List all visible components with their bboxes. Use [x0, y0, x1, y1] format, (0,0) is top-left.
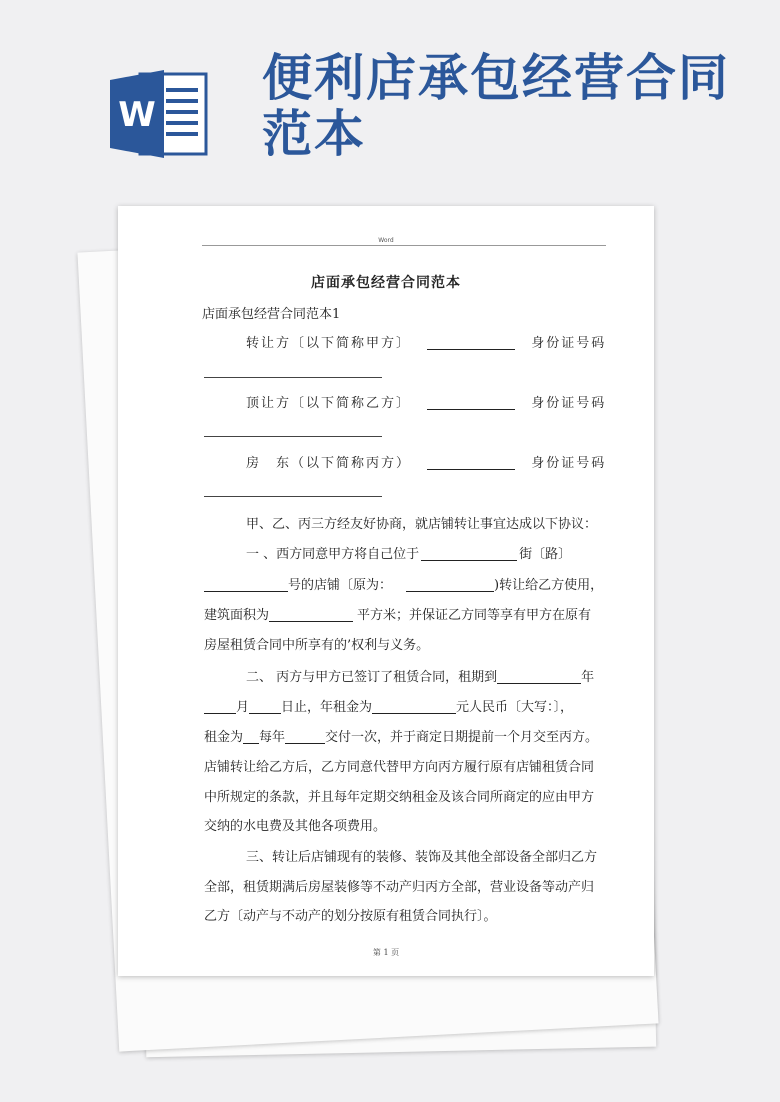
cover-title: 便利店承包经营合同范本	[262, 49, 730, 163]
clause1-line2	[204, 574, 603, 593]
party-yi	[246, 392, 606, 411]
clause1-l2a: 号的店铺〔原为：	[288, 578, 393, 593]
clause1-l3b: 平方米；并保证乙方同等享有甲方在原有	[357, 608, 592, 623]
clause1-original-blank	[406, 577, 494, 592]
logo-letter: W	[118, 95, 156, 135]
party-jia-role: 转让方〔以下简称甲方〕	[246, 336, 412, 351]
clause1-l3a: 建筑面积为	[204, 608, 270, 623]
clause2-rent-blank	[372, 699, 456, 714]
clause2-line5: 中所规定的条款，并且每年定期交纳租金及该合同所商定的应由甲方	[204, 790, 595, 805]
clause1-street-blank	[421, 546, 517, 561]
clause2-day-blank	[249, 699, 281, 714]
party-yi-blank	[427, 395, 515, 410]
party-jia-id-rule	[204, 377, 382, 378]
clause2-l1b: 年	[581, 670, 595, 685]
page-header-rule	[202, 245, 606, 246]
clause1-l2b: )转让给乙方使用，	[494, 578, 604, 593]
party-yi-id-rule	[204, 436, 382, 437]
clause2-l3c: 交付一次，并于商定日期提前一个月交至丙方。	[325, 730, 599, 745]
party-bing-id-label: 身份证号码	[531, 456, 607, 471]
clause1-area-blank	[269, 607, 353, 622]
intro-text: 甲、乙、丙三方经友好协商，就店铺转让事宜达成以下协议：	[246, 517, 598, 532]
party-bing-blank	[427, 455, 515, 470]
clause3-line1: 三、转让后店铺现有的装修、装饰及其他全部设备全部归乙方	[246, 850, 598, 865]
clause2-frequency-blank	[285, 729, 325, 744]
clause2-l1a: 二、 丙方与甲方已签订了租赁合同，租期到	[246, 670, 498, 685]
clause2-l2a: 月	[236, 700, 250, 715]
clause2-l3b: 每年	[259, 730, 286, 745]
clause1-line3	[204, 604, 591, 623]
party-bing-role: 房 东（以下简称丙方）	[246, 456, 412, 471]
document-title: 店面承包经营合同范本	[311, 275, 461, 291]
party-jia-blank	[427, 335, 515, 350]
clause2-line6: 交纳的水电费及其他各项费用。	[204, 819, 387, 834]
clause2-line4: 店铺转让给乙方后，乙方同意代替甲方向丙方履行原有店铺租赁合同	[204, 760, 595, 775]
clause1-l1b: 街〔路〕	[519, 547, 572, 562]
party-bing-id-rule	[204, 496, 382, 497]
page-header-text: Word	[378, 237, 394, 244]
party-jia	[246, 332, 606, 351]
party-jia-id-label: 身份证号码	[531, 336, 607, 351]
clause3-line3: 乙方〔动产与不动产的划分按原有租赁合同执行〕。	[204, 909, 497, 924]
party-yi-id-label: 身份证号码	[531, 396, 607, 411]
clause2-term-blank	[497, 669, 581, 684]
page-number: 第 1 页	[372, 948, 400, 957]
clause1-line1	[246, 543, 571, 562]
word-logo-icon	[110, 68, 210, 160]
clause1-line4: 房屋租赁合同中所享有的’权利与义务。	[204, 638, 430, 653]
document-subtitle: 店面承包经营合同范本1	[202, 307, 341, 322]
clause2-rent-unit-blank	[243, 729, 259, 744]
party-bing	[246, 452, 606, 471]
clause2-line3	[204, 726, 598, 745]
clause2-line2	[204, 696, 573, 715]
clause3-line2: 全部，租赁期满后房屋装修等不动产归丙方全部，营业设备等动产归	[204, 880, 595, 895]
clause1-number-blank	[204, 577, 288, 592]
party-yi-role: 顶让方〔以下简称乙方〕	[246, 396, 412, 411]
clause2-l2b: 日止，年租金为	[281, 700, 373, 715]
clause2-l3a: 租金为	[204, 730, 244, 745]
clause2-l2c: 元人民币〔大写：〕，	[456, 700, 574, 715]
clause1-l1a: 一 、西方同意甲方将自己位于	[246, 547, 420, 562]
clause2-month-blank-a	[204, 699, 236, 714]
clause2-line1	[246, 666, 594, 685]
document-page	[118, 206, 654, 976]
